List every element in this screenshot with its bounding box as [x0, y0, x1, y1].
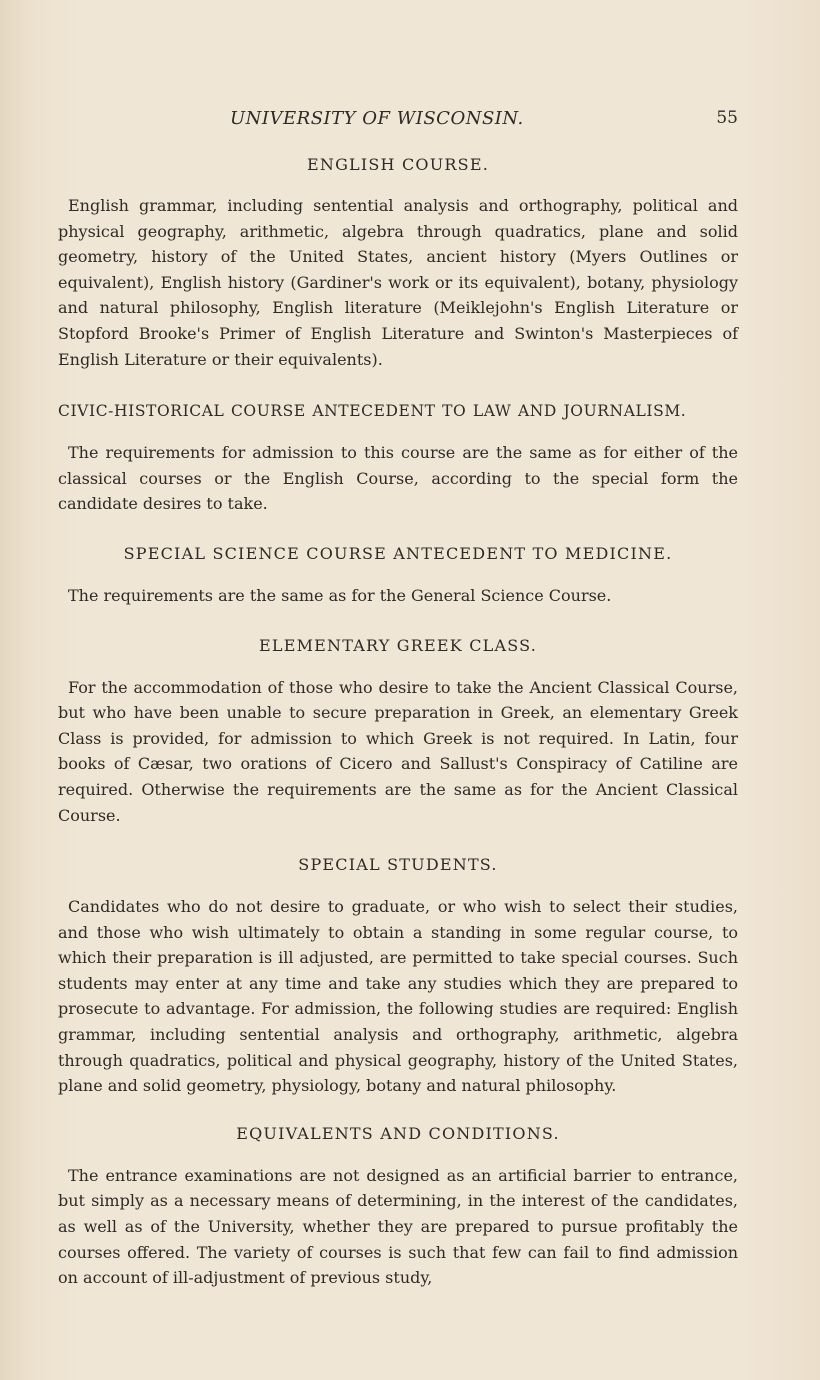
section-heading-special-students: SPECIAL STUDENTS. — [298, 855, 498, 875]
section-heading-equivalents-and-conditions: EQUIVALENTS AND CONDITIONS. — [236, 1123, 560, 1143]
page-number: 55 — [716, 108, 738, 128]
running-head — [58, 108, 738, 134]
section-heading-special-science-course: SPECIAL SCIENCE COURSE ANTECEDENT TO MEDICINE. — [123, 543, 673, 563]
section-text-special-science-course: The requirements are the same as for the General Science Course. — [68, 585, 612, 605]
section-text-special-students: Candidates who do not desire to graduate, or who wish to select their studies, and those who wish ultimately to obtain a standing in some regular course, to which their preparation is ill adjusted, are permitted to take special courses. Such students may enter at any time and take any studies which they are prepared to prosecute to advantage. For admission, the following studies are required: English grammar, including sentential analysis and orthography, arithmetic, algebra through quadratics, political and physical geography, history of the United States, plane and solid geometry, physiology, botany and natural philosophy. — [58, 897, 738, 1096]
page-content — [58, 108, 738, 1291]
section-heading-elementary-greek-class: ELEMENTARY GREEK CLASS. — [258, 635, 537, 655]
section-text-equivalents-and-conditions: The entrance examinations are not designed as an artificial barrier to entrance, but simply as a necessary means of determining, in the interest of the candidates, as well as of the University, whether they are prepared to pursue profitably the courses offered. The variety of courses is such that few can fail to find admission on account of ill-adjustment of previous study, — [58, 1165, 738, 1288]
section-heading-civic-historical-course: CIVIC-HISTORICAL COURSE ANTECEDENT TO LAW AND JOURNALISM. — [58, 402, 687, 421]
section-text-elementary-greek-class: For the accommodation of those who desire to take the Ancient Classical Course, but who have been unable to secure preparation in Greek, an elementary Greek Class is provided, for admission to which Greek is not required. In Latin, four books of Cæsar, two orations of Cicero and Sallust's Conspiracy of Catiline are required. Otherwise the requirements are the same as for the Ancient Classical Course. — [58, 677, 738, 825]
section-heading-english-course: ENGLISH COURSE. — [306, 155, 490, 174]
section-text-civic-historical-course: The requirements for admission to this course are the same as for either of the classical courses or the English Course, according to the special form the candidate desires to take. — [58, 443, 738, 514]
running-title: UNIVERSITY OF WISCONSIN. — [230, 108, 524, 129]
section-text-english-course: English grammar, including sentential analysis and orthography, political and physical geography, arithmetic, algebra through quadratics, plane and solid geometry, history of the United States, ancient history (Myers Outlines or equivalent), English history (Gardiner's work or its equivalent), botany, physiology and natural philosophy, English literature (Meiklejohn's English Literature or Stopford Brooke's Primer of English Literature and Swinton's Masterpieces of English Literature or their equivalents). — [58, 196, 738, 369]
